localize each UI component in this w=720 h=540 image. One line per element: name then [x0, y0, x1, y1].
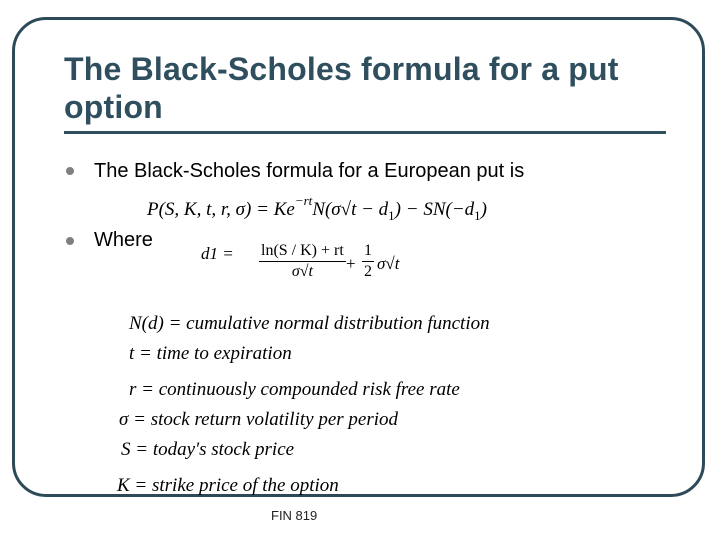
- d1-denominator: σ√t: [291, 263, 313, 280]
- title-underline: [64, 131, 666, 134]
- definition-k: K = strike price of the option: [117, 475, 339, 496]
- definition-sigma: σ = stock return volatility per period: [119, 409, 398, 430]
- half-denominator: 2: [364, 263, 372, 280]
- definition-t: t = time to expiration: [129, 343, 292, 364]
- bullet-icon: [66, 167, 74, 175]
- d1-lhs: d1 =: [201, 244, 234, 263]
- d1-plus: +: [346, 254, 356, 273]
- bullet-text-where: Where: [94, 229, 153, 251]
- slide-title: The Black-Scholes formula for a put option: [64, 51, 619, 125]
- footer-course-code: FIN 819: [271, 508, 318, 523]
- d1-numerator: ln(S / K) + rt: [259, 242, 346, 262]
- d1-fraction-half: [362, 242, 374, 281]
- d1-tail: σ√t: [377, 254, 400, 273]
- half-numerator: 1: [362, 242, 374, 262]
- bullet-icon: [66, 237, 74, 245]
- definition-n-d: N(d) = cumulative normal distribution function: [129, 313, 490, 334]
- put-formula: P(S, K, t, r, $\sigma) = Ke^{-rt}N(\sigma√t - d_1) - SN(-d_1)$: [147, 193, 487, 223]
- definition-r: r = continuously compounded risk free rate: [129, 379, 460, 400]
- d1-fraction-main: [259, 242, 346, 281]
- bullet-text-put-formula: The Black-Scholes formula for a European put is: [94, 160, 525, 182]
- definition-s: S = today's stock price: [121, 439, 295, 460]
